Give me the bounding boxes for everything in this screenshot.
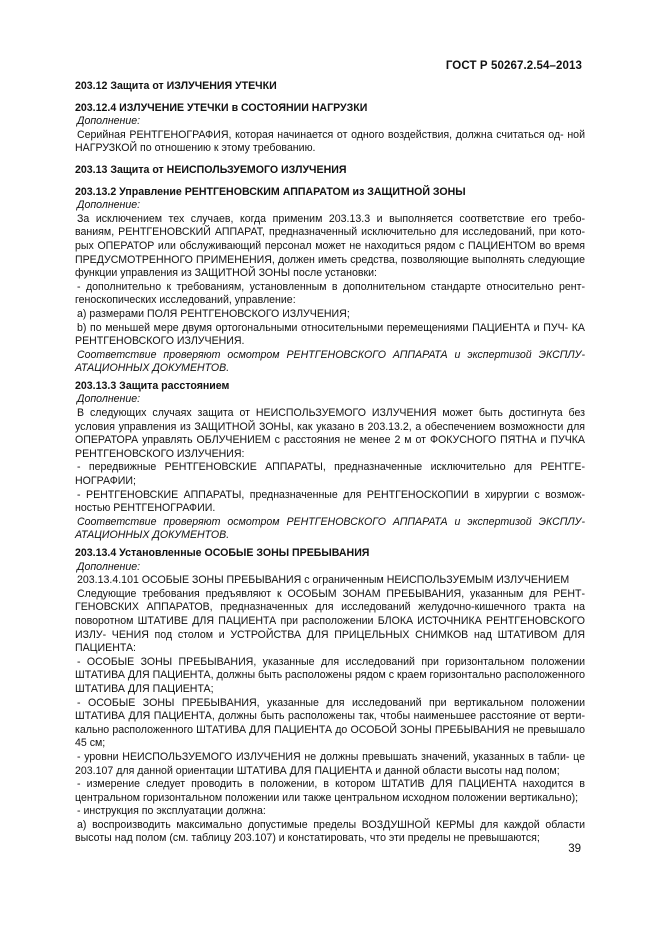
list-item: - инструкция по эксплуатации должна:	[77, 805, 266, 818]
list-item: - дополнительно к требованиям, установленным в дополнительном стандарте относительно рент- геноскопических исследований, управление:	[75, 280, 585, 307]
subsection-heading: 203.13.3 Защита расстоянием	[75, 379, 230, 392]
clause-title: 203.13.4.101 ОСОБЫЕ ЗОНЫ ПРЕБЫВАНИЯ с ограниченным НЕИСПОЛЬЗУЕМЫМ ИЗЛУЧЕНИЕМ	[77, 574, 570, 587]
list-item: a) размерами ПОЛЯ РЕНТГЕНОВСКОГО ИЗЛУЧЕНИЯ;	[77, 307, 350, 320]
compliance-note: Соответствие проверяют осмотром РЕНТГЕНОВСКОГО АППАРАТА и экспертизой ЭКСПЛУ- АТАЦИОННЫХ ДОКУМЕНТОВ.	[75, 348, 585, 375]
section-heading: 203.13 Защита от НЕИСПОЛЬЗУЕМОГО ИЗЛУЧЕНИЯ	[75, 163, 347, 176]
list-item: - ОСОБЫЕ ЗОНЫ ПРЕБЫВАНИЯ, указанные для исследований при горизонтальном положении ШТАТИВА ДЛЯ ПАЦИЕНТА, должны быть расположены рядом с краем горизонтально расположенного ШТАТИВА ДЛЯ ПАЦИЕНТА;	[75, 655, 586, 695]
list-item: - ОСОБЫЕ ЗОНЫ ПРЕБЫВАНИЯ, указанные для исследований при вертикальном положении ШТАТИВА ДЛЯ ПАЦИЕНТА, должны быть расположены так, чтобы наименьшее расстояние от верти- кально расположенного ШТАТИВА ДЛЯ ПАЦИЕНТА до ОСОБОЙ ЗОНЫ ПРЕБЫВАНИЯ не превышало 45 см;	[75, 696, 585, 750]
list-item: - передвижные РЕНТГЕНОВСКИЕ АППАРАТЫ, предназначенные исключительно для РЕНТГЕ- НОГРАФИИ;	[75, 461, 585, 488]
compliance-note: Соответствие проверяют осмотром РЕНТГЕНОВСКОГО АППАРАТА и экспертизой ЭКСПЛУ- АТАЦИОННЫХ ДОКУМЕНТОВ.	[75, 515, 585, 542]
list-item: - измерение следует проводить в положении, в котором ШТАТИВ ДЛЯ ПАЦИЕНТА находится в центральном горизонтальном положении или также центральном исходном положении вертикально);	[75, 778, 585, 804]
document-header: ГОСТ Р 50267.2.54–2013	[445, 60, 582, 72]
paragraph: За исключением тех случаев, когда применим 203.13.3 и выполняется соответствие его требо- ваниям, РЕНТГЕНОВСКИЙ АППАРАТ, предназначенный исключительно для исследований, при кото- рых ОПЕРАТОР или обслуживающий персонал может не находиться рядом с ПАЦИЕНТОМ во время ПРЕДУСМОТРЕННОГО ПРИМЕНЕНИЯ, должен иметь средства, позволяющие выполнять следующие функции управления из ЗАЩИТНОЙ ЗОНЫ после установки:	[75, 212, 585, 280]
addition-label: Дополнение:	[77, 560, 141, 573]
paragraph: В следующих случаях защита от НЕИСПОЛЬЗУЕМОГО ИЗЛУЧЕНИЯ может быть достигнута без условия управления из ЗАЩИТНОЙ ЗОНЫ, как указано в 203.13.2, а обеспечением возможности для ОПЕРАТОРА управлять ОБЛУЧЕНИЕМ с расстояния не менее 2 м от ФОКУСНОГО ПЯТНА и ПУЧКА РЕНТГЕНОВСКОГО ИЗЛУЧЕНИЯ:	[75, 407, 585, 460]
section-heading: 203.12 Защита от ИЗЛУЧЕНИЯ УТЕЧКИ	[75, 80, 277, 92]
list-item: - уровни НЕИСПОЛЬЗУЕМОГО ИЗЛУЧЕНИЯ не должны превышать значений, указанных в табли- це 203.107 для данной ориентации ШТАТИВА ДЛЯ ПАЦИЕНТА и данной области высоты над полом;	[75, 750, 585, 777]
subsection-heading: 203.12.4 ИЗЛУЧЕНИЕ УТЕЧКИ в СОСТОЯНИИ НАГРУЗКИ	[75, 101, 368, 114]
page-number: 39	[568, 843, 581, 855]
list-item: b) по меньшей мере двумя ортогональными относительными перемещениями ПАЦИЕНТА и ПУЧ- КА РЕНТГЕНОВСКОГО ИЗЛУЧЕНИЯ.	[75, 321, 585, 348]
document-body	[75, 80, 585, 846]
addition-label: Дополнение:	[77, 115, 141, 128]
paragraph: Серийная РЕНТГЕНОГРАФИЯ, которая начинается от одного воздействия, должна считаться од- ной НАГРУЗКОЙ по отношению к этому требованию.	[75, 128, 585, 155]
subsection-heading: 203.13.2 Управление РЕНТГЕНОВСКИМ АППАРАТОМ из ЗАЩИТНОЙ ЗОНЫ	[75, 185, 466, 198]
addition-label: Дополнение:	[77, 393, 141, 406]
paragraph: Следующие требования предъявляют к ОСОБЫМ ЗОНАМ ПРЕБЫВАНИЯ, указанным для РЕНТ- ГЕНОВСКИХ АППАРАТОВ, предназначенных для исследований желудочно-кишечного тракта на поворотном ШТАТИВЕ ДЛЯ ПАЦИЕНТА при расположении БЛОКА ИСТОЧНИКА РЕНТГЕНОВСКОГО ИЗЛУ- ЧЕНИЯ под столом и УСТРОЙСТВА ДЛЯ ПРИЦЕЛЬНЫХ СНИМКОВ над ШТАТИВОМ ДЛЯ ПАЦИЕНТА:	[75, 587, 585, 655]
addition-label: Дополнение:	[77, 199, 141, 212]
subsection-heading: 203.13.4 Установленные ОСОБЫЕ ЗОНЫ ПРЕБЫВАНИЯ	[75, 547, 370, 559]
list-item: - РЕНТГЕНОВСКИЕ АППАРАТЫ, предназначенные для РЕНТГЕНОСКОПИИ в хирургии с возмож- ностью РЕНТГЕНОГРАФИИ.	[75, 488, 585, 515]
list-item: a) воспроизводить максимально допустимые пределы ВОЗДУШНОЙ КЕРМЫ для каждой области высоты над полом (см. таблицу 203.107) и констатировать, что эти пределы не превышаются;	[75, 818, 585, 845]
